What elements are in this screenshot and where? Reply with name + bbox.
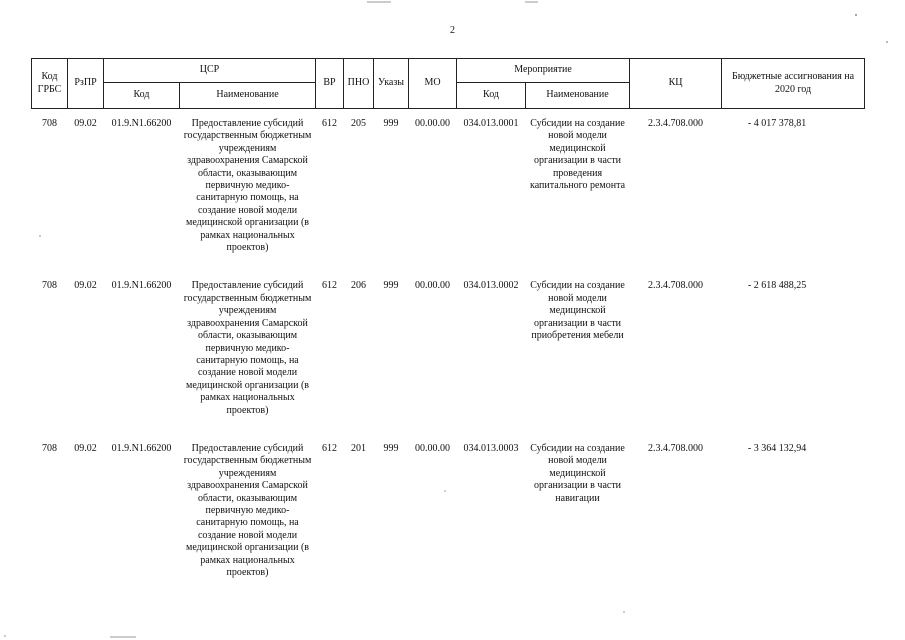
- header-ukazy: Указы: [374, 59, 409, 109]
- cell-kts: 2.3.4.708.000: [648, 280, 704, 292]
- cell-grbs: 708: [42, 118, 57, 129]
- header-rzpr: РзПР: [68, 59, 104, 109]
- cell-tsr-kod: 01.9.N1.66200: [111, 280, 172, 292]
- cell-pno: 205: [351, 118, 367, 129]
- cell-mo: 00.00.00: [415, 442, 451, 454]
- cell-grbs: 708: [42, 442, 57, 454]
- header-tsr-name: Наименование: [180, 83, 316, 109]
- header-vr: ВР: [316, 59, 344, 109]
- cell-tsr-name: Предоставление субсидий государственным бюджетным учреждениям здравоохранения Самарской области, оказывающим первичную медико-санитарную помощь, на создание новой модели медицинской организации (в рамках национальных проектов): [183, 442, 312, 578]
- cell-grbs: 708: [42, 280, 57, 292]
- cell-ukazy: 999: [383, 442, 399, 454]
- cell-vr: 612: [322, 280, 338, 292]
- header-pno: ПНО: [344, 59, 374, 109]
- cell-mer-kod: 034.013.0003: [463, 442, 519, 454]
- header-mo: МО: [409, 59, 457, 109]
- cell-mer-kod: 034.013.0002: [463, 280, 519, 292]
- cell-mer-kod: 034.013.0001: [463, 118, 519, 129]
- header-kod-grbs: Код ГРБС: [32, 59, 68, 109]
- header-kts: КЦ: [630, 59, 722, 109]
- cell-rzpr: 09.02: [74, 442, 97, 454]
- cell-tsr-name: Предоставление субсидий государственным бюджетным учреждениям здравоохранения Самарской области, оказывающим первичную медико-санитарную помощь, на создание новой модели медицинской организации (в рамках национальных проектов): [183, 280, 312, 416]
- cell-tsr-name: Предоставление субсидий государственным бюджетным учреждениям здравоохранения Самарской области, оказывающим первичную медико-санитарную помощь, на создание новой модели медицинской организации (в рамках национальных проектов): [183, 118, 312, 254]
- page-number: 2: [450, 25, 455, 36]
- cell-vr: 612: [322, 118, 338, 129]
- table-row: [32, 443, 865, 579]
- cell-rzpr: 09.02: [74, 280, 97, 292]
- header-mer-name: Наименование: [526, 83, 630, 109]
- cell-mo: 00.00.00: [415, 118, 451, 129]
- table-row: [32, 109, 865, 281]
- cell-kts: 2.3.4.708.000: [648, 442, 704, 454]
- header-meropriyatie: Мероприятие: [457, 59, 630, 83]
- cell-amount: - 4 017 378,81: [747, 118, 807, 129]
- budget-table: [31, 58, 865, 579]
- cell-rzpr: 09.02: [74, 118, 97, 129]
- header-mer-kod: Код: [457, 83, 526, 109]
- cell-amount: - 2 618 488,25: [747, 280, 807, 292]
- cell-pno: 201: [351, 442, 367, 454]
- header-budget: Бюджетные ассигнования на 2020 год: [722, 59, 865, 109]
- header-tsr-kod: Код: [104, 83, 180, 109]
- cell-kts: 2.3.4.708.000: [648, 118, 704, 129]
- cell-tsr-kod: 01.9.N1.66200: [111, 442, 172, 454]
- cell-tsr-kod: 01.9.N1.66200: [111, 118, 172, 129]
- cell-ukazy: 999: [383, 118, 399, 129]
- cell-mer-name: Субсидии на создание новой модели медицинской организации в части проведения капитального ремонта: [530, 118, 626, 192]
- header-tsr: ЦСР: [104, 59, 316, 83]
- cell-vr: 612: [322, 442, 338, 454]
- table-row: [32, 280, 865, 442]
- cell-mer-name: Субсидии на создание новой модели медицинской организации в части приобретения мебели: [530, 280, 625, 342]
- table-header: [32, 59, 865, 109]
- cell-mer-name: Субсидии на создание новой модели медицинской организации в части навигации: [530, 442, 625, 504]
- cell-ukazy: 999: [383, 280, 399, 292]
- cell-mo: 00.00.00: [415, 280, 451, 292]
- cell-pno: 206: [351, 280, 367, 292]
- cell-amount: - 3 364 132,94: [747, 442, 807, 454]
